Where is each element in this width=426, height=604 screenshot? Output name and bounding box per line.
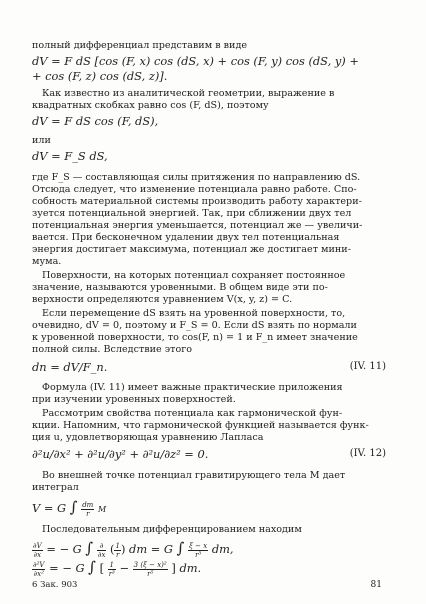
text-line: собность материальной системы производить работу характери- <box>32 196 362 207</box>
text-line: ция u, удовлетворяющая уравнению Лапласа <box>32 432 264 443</box>
equation-number: (IV. 11) <box>349 361 386 372</box>
text-line: при изучении уровенных поверхностей. <box>32 394 236 405</box>
text-line: мума. <box>32 256 62 267</box>
text-line: вается. При бесконечном удалении двух тел потенциальная <box>32 232 340 243</box>
text-line: Во внешней точке потенциал гравитирующего тела M дает <box>42 470 346 481</box>
text-line: полной силы. Вследствие этого <box>32 344 193 355</box>
text-line: очевидно, dV = 0, поэтому и F_S = 0. Если dS взять по нормали <box>32 320 357 331</box>
integral-sign: ∫ <box>69 498 78 516</box>
text-line: значение, называются уровенными. В общем виде эти по- <box>32 282 328 293</box>
text-line: зуется потенциальной энергией. Так, при сближении двух тел <box>32 208 352 219</box>
text-line: Поверхности, на которых потенциал сохраняет постоянное <box>42 270 346 281</box>
text-line: к уровенной поверхности, то cos(F, n) = 1 и F_n имеет значение <box>32 332 358 343</box>
formula-line: ∂²u/∂x² + ∂²u/∂y² + ∂²u/∂z² = 0. <box>32 447 209 461</box>
formula-line: dV = F dS cos (F, dS), <box>32 114 159 128</box>
equation-number: (IV. 12) <box>349 448 386 459</box>
integral-subscript: M <box>97 505 107 514</box>
text-line: энергия достигает максимума, потенциал же достигает мини- <box>32 244 351 255</box>
second-derivative-formula: $\frac{\text{∂²V}}{\text{∂x²}}$ = − G ∫ [ $\frac{1}{\text{r³}}$ − $\frac{\text{3 (ξ − x)²}}{\text{r⁵}}$ ] dm. <box>33 558 202 578</box>
formula-line: dn = dV/F_n. <box>32 360 108 374</box>
footer-print-mark: 6 Зак. 903 <box>32 580 78 590</box>
text-line: Формула (IV. 11) имеет важные практические приложения <box>42 382 343 393</box>
text-line: Если перемещение dS взять на уровенной поверхности, то, <box>42 308 346 319</box>
text-line: квадратных скобках равно cos (F, dS), поэтому <box>32 100 269 111</box>
text-line: Рассмотрим свойства потенциала как гармонической фун- <box>42 408 343 419</box>
formula-line: dV = F dS [cos (F, x) cos (dS, x) + cos (F, y) cos (dS, y) + <box>32 54 359 68</box>
text-line: кции. Напомним, что гармонической функцией называется функ- <box>32 420 369 431</box>
first-derivative-formula: $\frac{\partial V}{\partial x}$ = − G ∫ $\frac{\partial}{\partial x}$ ( $\frac{1}{r}$ ) dm = G ∫ $\frac{\xi - x}{\text{r³}}$ dm, <box>33 539 234 559</box>
formula-line: dV = F_S dS, <box>32 149 108 163</box>
text-line: где F_S — составляющая силы притяжения по направлению dS. <box>32 172 361 183</box>
text-line: Последовательным дифференцированием находим <box>42 524 302 535</box>
text-line: верхности определяются уравнением V(x, y, z) = C. <box>32 294 293 305</box>
text-line: или <box>32 135 51 146</box>
formula-line: + cos (F, z) cos (dS, z)]. <box>32 69 168 83</box>
text-line: Как известно из аналитической геометрии, выражение в <box>42 88 335 99</box>
page-number: 81 <box>370 580 382 590</box>
text-line: интеграл <box>32 482 79 493</box>
text-line: полный дифференциал представим в виде <box>32 40 248 51</box>
text-line: Отсюда следует, что изменение потенциала равно работе. Спо- <box>32 184 357 195</box>
potential-integral: V = G ∫ $\frac{dm}{r}$ M <box>32 498 107 518</box>
text-line: потенциальная энергия уменьшается, потенциал же — увеличи- <box>32 220 363 231</box>
